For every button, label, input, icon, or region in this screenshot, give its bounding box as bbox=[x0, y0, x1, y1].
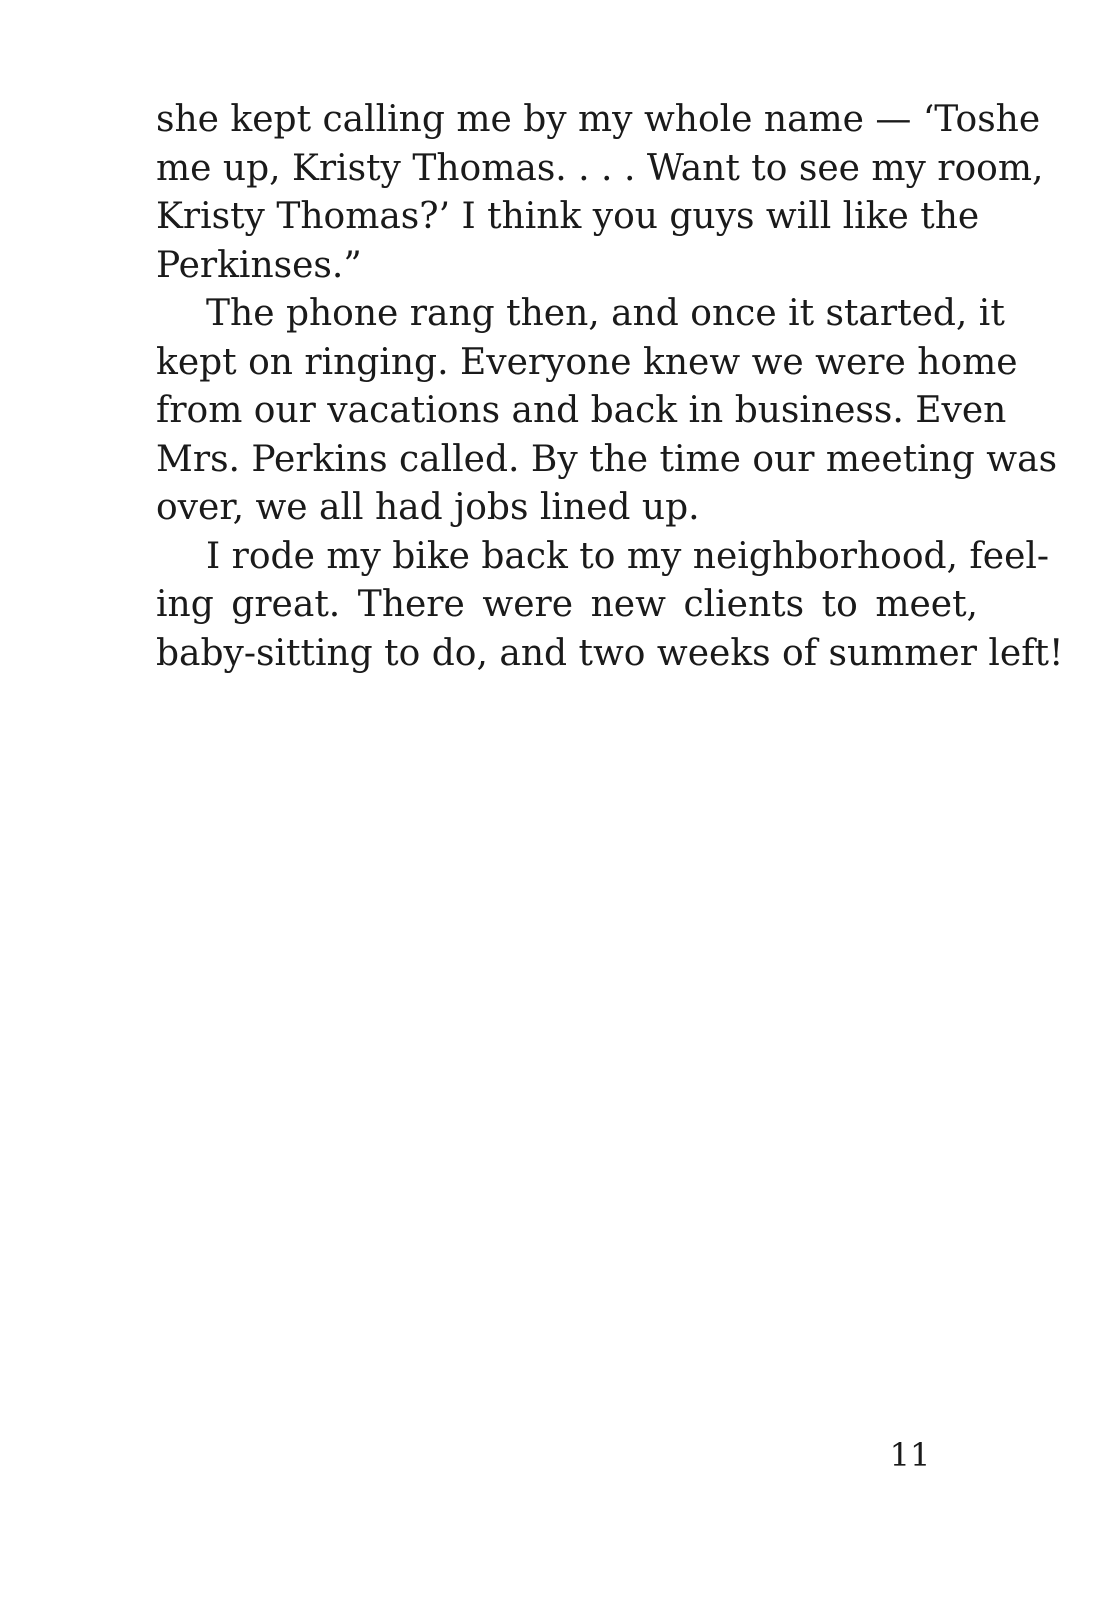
text-line: she kept calling me by my whole name — ‘Toshe bbox=[156, 99, 1041, 140]
text-line: Kristy Thomas?’ I think you guys will like the bbox=[156, 196, 980, 237]
text-line: Mrs. Perkins called. By the time our meeting was bbox=[156, 438, 1058, 480]
body-text bbox=[156, 96, 1064, 678]
page-number: 11 bbox=[889, 1436, 931, 1474]
text-line: over, we all had jobs lined up. bbox=[156, 487, 700, 528]
text-line: from our vacations and back in business. Even bbox=[156, 390, 1007, 431]
text-line: ing great. There were new clients to meet, bbox=[156, 584, 978, 625]
text-line: Perkinses.” bbox=[156, 244, 362, 286]
text-line: I rode my bike back to my neighborhood, feel- bbox=[206, 535, 1050, 577]
text-line: The phone rang then, and once it started, it bbox=[206, 293, 1005, 334]
text-line: baby-sitting to do, and two weeks of summer left! bbox=[156, 632, 1064, 674]
text-line: kept on ringing. Everyone knew we were home bbox=[156, 341, 1018, 383]
text-line: me up, Kristy Thomas. . . . Want to see my room, bbox=[156, 147, 1044, 189]
